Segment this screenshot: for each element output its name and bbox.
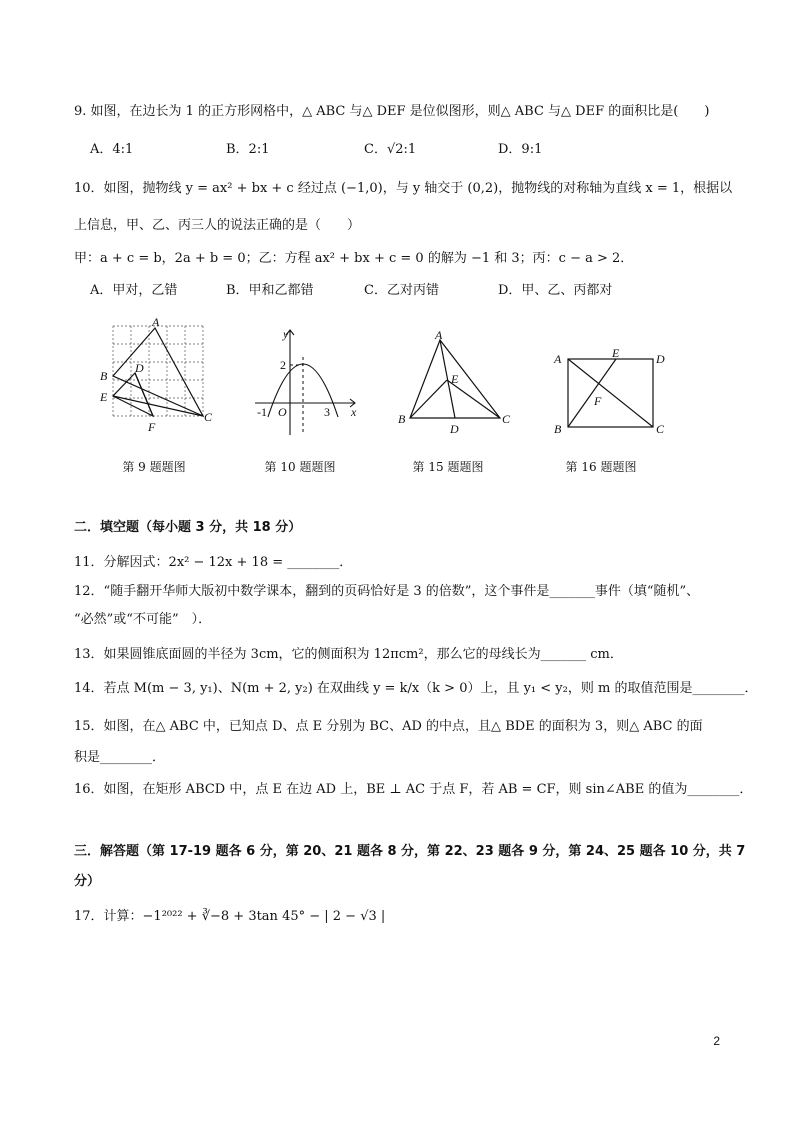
figure-10 (250, 325, 365, 444)
question-13: 13．如果圆锥底面圆的半径为 3cm，它的侧面积为 12πcm²，那么它的母线长为_______ cm． (74, 647, 623, 662)
question-15-line-1: 15．如图，在△ ABC 中，已知点 D、点 E 分别为 BC、AD 的中点，且△ BDE 的面积为 3，则△ ABC 的面 (74, 719, 703, 734)
section-2-title: 二．填空题（每小题 3 分，共 18 分） (74, 520, 302, 535)
q9-option-d: D．9:1 (498, 142, 543, 157)
fig16-label-d: D (656, 352, 665, 366)
fig9-label-e: E (100, 390, 108, 404)
q10-option-a: A．甲对，乙错 (90, 283, 178, 298)
fig16-label-c: C (656, 422, 665, 436)
q10-option-d: D．甲、乙、丙都对 (498, 283, 613, 298)
fig15-label-b: B (398, 412, 406, 426)
q10-option-c: C．乙对丙错 (364, 283, 439, 298)
fig9-label-b: B (100, 369, 108, 383)
fig9-label-f: F (148, 420, 156, 434)
question-11: 11．分解因式：2x² − 12x + 18 = ________． (74, 555, 353, 570)
fig16-label-a: A (554, 352, 562, 366)
q9-option-b: B．2:1 (226, 142, 270, 157)
question-10-line-2: 上信息，甲、乙、丙三人的说法正确的是（ ） (74, 218, 361, 233)
fig16-label-f: F (594, 394, 602, 408)
fig10-label-3: 3 (324, 405, 330, 419)
figure-9-caption: 第 9 题题图 (122, 460, 186, 474)
question-9-text: 9. 如图，在边长为 1 的正方形网格中，△ ABC 与△ DEF 是位似图形，则△ ABC 与△ DEF 的面积比是( ) (74, 104, 710, 119)
question-12-line-2: “必然”或“不可能” ）． (74, 612, 212, 627)
question-12-line-1: 12．“随手翻开华师大版初中数学课本，翻到的页码恰好是 3 的倍数”，这个事件是_______事件（填“随机”、 (74, 584, 700, 599)
fig15-label-a: A (435, 328, 443, 342)
fig15-label-d: D (450, 422, 459, 436)
question-14: 14．若点 M(m − 3, y₁)、N(m + 2, y₂) 在双曲线 y = k/x（k > 0）上，且 y₁ < y₂，则 m 的取值范围是________． (74, 681, 758, 696)
question-17: 17．计算：−1²⁰²² + ∛−8 + 3tan 45° − | 2 − √3 | (74, 909, 386, 924)
figure-16-caption: 第 16 题题图 (565, 460, 637, 474)
question-10-line-3: 甲：a + c = b，2a + b = 0；乙：方程 ax² + bx + c = 0 的解为 −1 和 3；丙：c − a > 2． (74, 251, 634, 266)
question-15-line-2: 积是________． (74, 750, 166, 765)
q10-option-b: B．甲和乙都错 (226, 283, 314, 298)
fig10-label-x: x (351, 405, 357, 419)
question-16: 16．如图，在矩形 ABCD 中，点 E 在边 AD 上，BE ⊥ AC 于点 F，若 AB = CF，则 sin∠ABE 的值为________． (74, 782, 753, 797)
fig9-label-c: C (204, 410, 213, 424)
section-3-title-line-1: 三．解答题（第 17-19 题各 6 分，第 20、21 题各 8 分，第 22、23 题各 9 分，第 24、25 题各 10 分，共 7 (74, 844, 746, 859)
fig9-label-d: D (135, 361, 144, 375)
q9-option-a: A．4:1 (90, 142, 134, 157)
section-3-title-line-2: 分） (74, 874, 101, 889)
figure-16 (548, 345, 673, 444)
q9-option-c: C．√2:1 (364, 142, 417, 157)
fig10-label-y: y (283, 327, 289, 341)
figure-15 (395, 330, 515, 444)
fig16-label-b: B (554, 422, 562, 436)
fig10-label-origin: O (278, 405, 287, 419)
fig15-label-c: C (502, 412, 511, 426)
fig16-label-e: E (612, 346, 620, 360)
figure-10-caption: 第 10 题题图 (264, 460, 336, 474)
figure-9 (95, 315, 215, 442)
figure-15-caption: 第 15 题题图 (412, 460, 484, 474)
question-10-line-1: 10．如图，抛物线 y = ax² + bx + c 经过点 (−1,0)，与 y 轴交于 (0,2)，抛物线的对称轴为直线 x = 1，根据以 (74, 181, 733, 196)
fig15-label-e: E (451, 372, 459, 386)
page-number: 2 (713, 1034, 720, 1048)
fig10-label-2: 2 (280, 358, 286, 372)
fig10-label-neg1: -1 (257, 405, 267, 419)
fig9-label-a: A (152, 315, 160, 329)
